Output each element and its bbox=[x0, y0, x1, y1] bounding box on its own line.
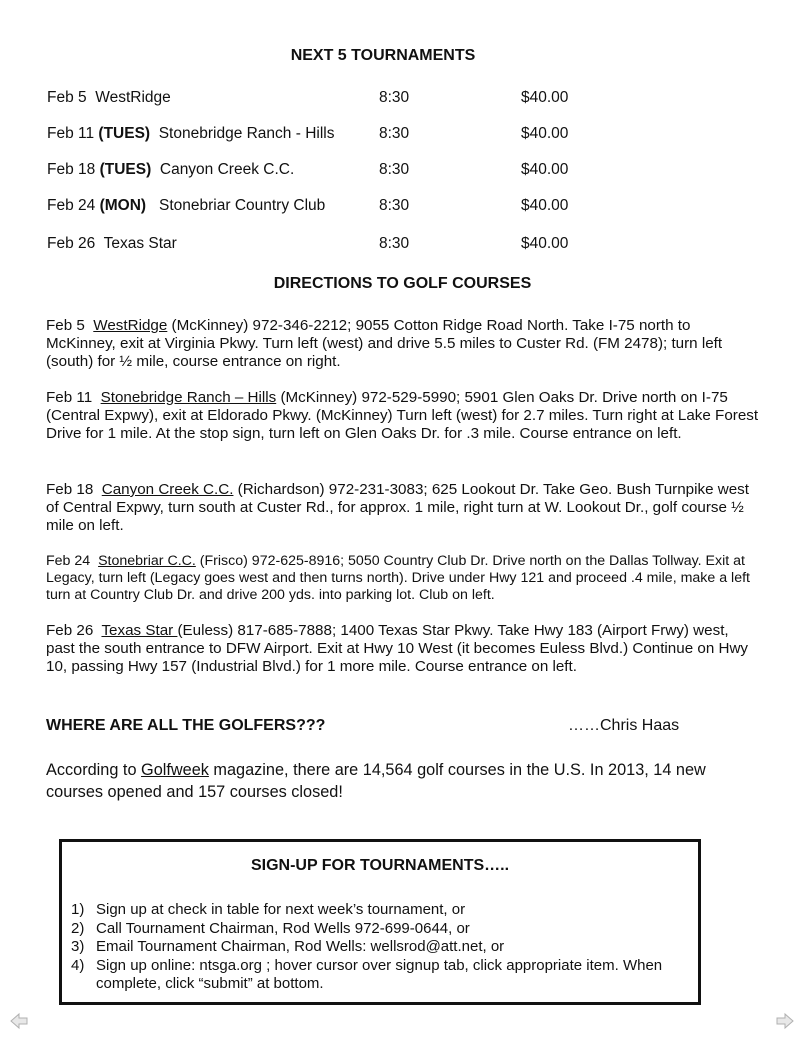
article-text: magazine, there are 14,564 golf courses in the U.S. In 2013, 14 new courses opened and 157 courses closed! bbox=[46, 761, 706, 801]
direction-course: Canyon Creek C.C. bbox=[101, 481, 234, 498]
direction-text: (Euless) 817-685-7888; 1400 Texas Star Pkwy. Take Hwy 183 (Airport Frwy) west, past the south entrance to DFW Airport. Exit at Hwy 10 West (it becomes Euless Blvd.) Continue on Hwy 10, passing Hwy 157 (Industrial Blvd.) for 1 more mile. Course entrance on left. bbox=[46, 622, 749, 675]
tournament-row bbox=[47, 197, 325, 215]
tournament-day: (MON) bbox=[99, 197, 147, 214]
direction-course: WestRidge bbox=[93, 317, 168, 334]
tournament-fee: $40.00 bbox=[521, 89, 569, 106]
direction-entry bbox=[46, 622, 761, 676]
next-arrow-icon[interactable] bbox=[776, 1012, 794, 1030]
list-number: 1) bbox=[71, 901, 85, 918]
direction-entry bbox=[46, 481, 761, 535]
signup-title: SIGN-UP FOR TOURNAMENTS….. bbox=[250, 857, 510, 874]
list-item bbox=[71, 920, 701, 939]
list-item bbox=[71, 957, 701, 994]
tournament-course: Stonebridge Ranch - Hills bbox=[158, 125, 335, 142]
direction-entry bbox=[46, 389, 761, 443]
tournament-row bbox=[47, 235, 177, 253]
tournament-row bbox=[47, 89, 171, 107]
article-author: ……Chris Haas bbox=[568, 717, 680, 734]
tournament-fee: $40.00 bbox=[521, 161, 569, 178]
direction-entry bbox=[46, 553, 761, 604]
direction-entry bbox=[46, 317, 761, 371]
list-item bbox=[71, 938, 701, 957]
tournament-course: Texas Star bbox=[103, 235, 177, 252]
tournament-course: Stonebriar Country Club bbox=[159, 197, 326, 214]
tournament-time: 8:30 bbox=[379, 89, 410, 106]
list-text: Email Tournament Chairman, Rod Wells: wellsrod@att.net, or bbox=[96, 938, 505, 955]
previous-arrow-icon[interactable] bbox=[10, 1012, 28, 1030]
tournament-course: WestRidge bbox=[95, 89, 171, 106]
list-number: 3) bbox=[71, 938, 85, 955]
direction-date: Feb 18 bbox=[46, 481, 94, 498]
list-text: Sign up online: ntsga.org ; hover cursor over signup tab, click appropriate item. When complete, click “submit” at bottom. bbox=[96, 956, 663, 992]
tournament-course: Canyon Creek C.C. bbox=[159, 161, 295, 178]
tournament-time: 8:30 bbox=[379, 161, 410, 178]
direction-course: Texas Star bbox=[101, 622, 178, 639]
direction-text: (Richardson) 972-231-3083; 625 Lookout Dr. Take Geo. Bush Turnpike west of Central Expwy, turn south at Custer Rd., for approx. 1 mile, right turn at W. Lookout Dr., golf course ½ mile on left. bbox=[46, 481, 749, 534]
tournament-fee: $40.00 bbox=[521, 197, 569, 214]
tournament-time: 8:30 bbox=[379, 197, 410, 214]
signup-list bbox=[71, 901, 701, 994]
tournament-date: Feb 26 bbox=[47, 235, 96, 252]
direction-date: Feb 26 bbox=[46, 622, 94, 639]
tournament-date: Feb 24 bbox=[47, 197, 96, 214]
magazine-name: Golfweek bbox=[141, 761, 209, 779]
direction-date: Feb 11 bbox=[46, 389, 93, 406]
direction-course: Stonebridge Ranch – Hills bbox=[100, 389, 277, 406]
direction-date: Feb 5 bbox=[46, 317, 85, 334]
list-text: Sign up at check in table for next week’s tournament, or bbox=[96, 901, 466, 918]
list-number: 2) bbox=[71, 919, 85, 937]
list-text: Call Tournament Chairman, Rod Wells 972-699-0644, or bbox=[96, 919, 470, 937]
article-body bbox=[46, 759, 761, 803]
tournaments-title: NEXT 5 TOURNAMENTS bbox=[290, 47, 476, 64]
tournament-date: Feb 18 bbox=[47, 161, 96, 178]
article-text: According to bbox=[46, 761, 142, 779]
article-title: WHERE ARE ALL THE GOLFERS??? bbox=[46, 717, 326, 734]
direction-date: Feb 24 bbox=[46, 553, 91, 569]
tournament-date: Feb 5 bbox=[47, 89, 87, 106]
tournament-fee: $40.00 bbox=[521, 235, 569, 252]
tournament-time: 8:30 bbox=[379, 235, 410, 252]
direction-text: (Frisco) 972-625-8916; 5050 Country Club Dr. Drive north on the Dallas Tollway. Exit at Legacy, turn left (Legacy goes west and then turns north). Drive under Hwy 121 and proceed .4 mile, make a left turn at Country Club Dr. and drive 200 yds. into parking lot. Club on left. bbox=[46, 553, 750, 603]
list-number: 4) bbox=[71, 956, 85, 974]
tournament-day: (TUES) bbox=[98, 125, 151, 142]
direction-text: (McKinney) 972-529-5990; 5901 Glen Oaks Dr. Drive north on I-75 (Central Expwy), exit at Eldorado Pkwy. (McKinney) Turn left (west) for 2.7 miles. Turn right at Lake Forest Drive for 1 mile. At the stop sign, turn left on Glen Oaks Dr. for .3 mile. Course entrance on left. bbox=[46, 389, 759, 442]
directions-title: DIRECTIONS TO GOLF COURSES bbox=[273, 275, 532, 292]
tournament-row bbox=[47, 161, 294, 179]
tournament-day: (TUES) bbox=[99, 161, 152, 178]
tournament-fee: $40.00 bbox=[521, 125, 569, 142]
tournament-row bbox=[47, 125, 334, 143]
signup-box bbox=[59, 839, 701, 1005]
tournament-date: Feb 11 bbox=[47, 125, 95, 142]
tournament-time: 8:30 bbox=[379, 125, 410, 142]
list-item bbox=[71, 901, 701, 920]
direction-course: Stonebriar C.C. bbox=[98, 553, 196, 569]
direction-text: (McKinney) 972-346-2212; 9055 Cotton Ridge Road North. Take I-75 north to McKinney, exit at Virginia Pkwy. Turn left (west) and drive 5.5 miles to Custer Rd. (FM 2478); turn left (south) for ½ mile, course entrance on right. bbox=[46, 317, 723, 370]
